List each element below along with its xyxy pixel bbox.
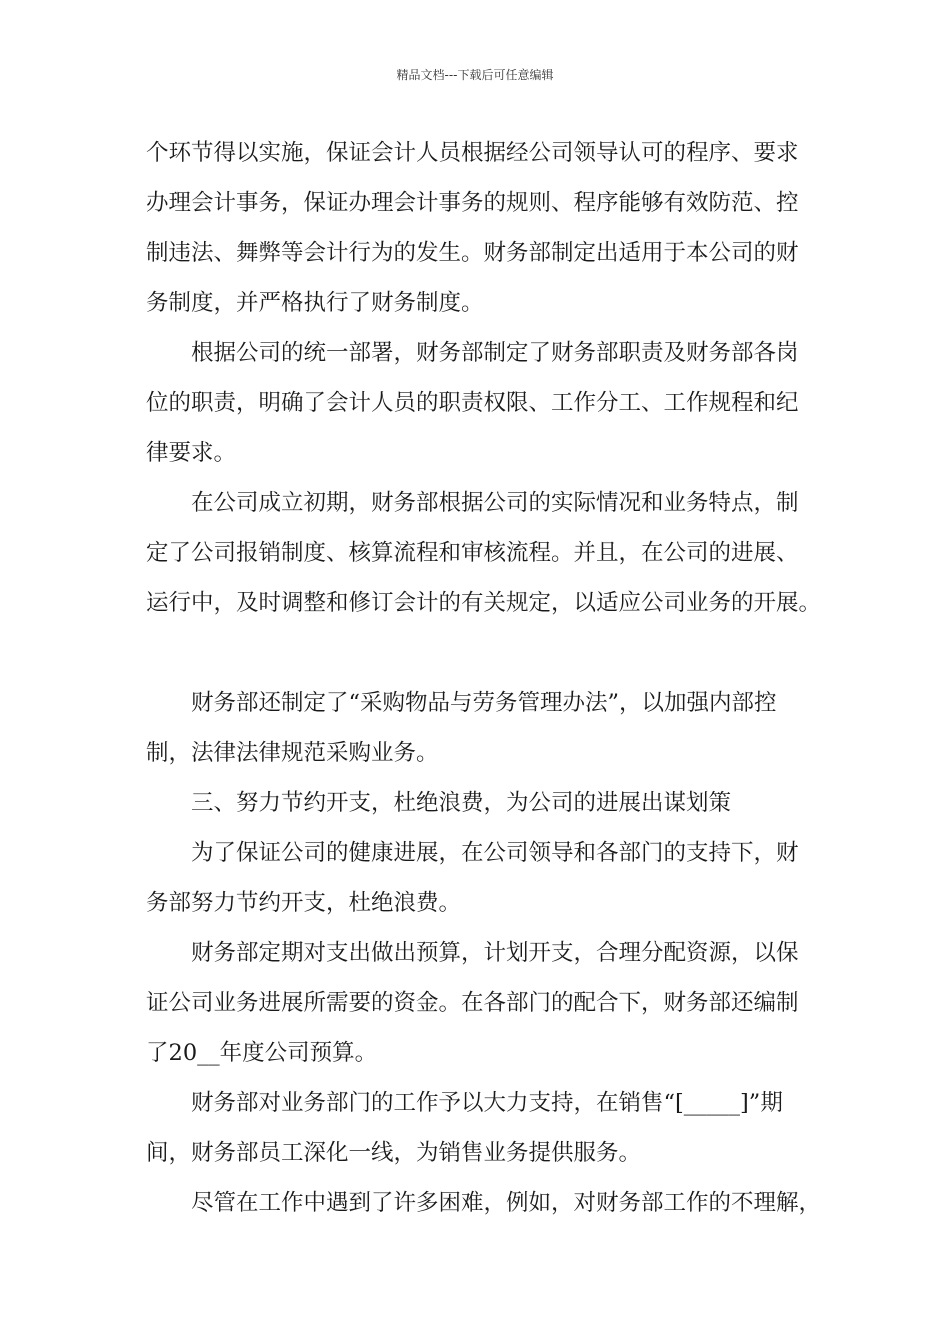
text-line: 尽管在工作中遇到了许多困难，例如，对财务部工作的不理解， [191,1190,822,1216]
text-line: 律要求。 [146,440,237,466]
text-line: 财务部还制定了“采购物品与劳务管理办法”，以加强内部控 [191,690,777,716]
text-line: 位的职责，明确了会计人员的职责权限、工作分工、工作规程和纪 [146,390,799,416]
paragraph-gap [146,628,826,678]
text-line: 为了保证公司的健康进展，在公司领导和各部门的支持下，财 [191,840,799,866]
text-line: 制违法、舞弊等会计行为的发生。财务部制定出适用于本公司的财 [146,240,799,266]
text-line: 财务部对业务部门的工作予以大力支持，在销售“[_____]”期 [191,1090,783,1116]
text-line: 运行中，及时调整和修订会计的有关规定，以适应公司业务的开展。 [146,590,822,616]
text-line: 制，法律法律规范采购业务。 [146,740,439,766]
text-line: 务部努力节约开支，杜绝浪费。 [146,890,462,916]
text-line: 证公司业务进展所需要的资金。在各部门的配合下，财务部还编制 [146,990,799,1016]
text-line: 根据公司的统一部署，财务部制定了财务部职责及财务部各岗 [191,340,799,366]
text-line: 了20__年度公司预算。 [146,1040,378,1066]
text-line: 定了公司报销制度、核算流程和审核流程。并且，在公司的进展、 [146,540,799,566]
text-line: 在公司成立初期，财务部根据公司的实际情况和业务特点，制 [191,490,799,516]
text-line: 办理会计事务，保证办理会计事务的规则、程序能够有效防范、控 [146,190,799,216]
text-line: 间，财务部员工深化一线，为销售业务提供服务。 [146,1140,642,1166]
document-body [146,128,826,1228]
text-line: 务制度，并严格执行了财务制度。 [146,290,484,316]
text-line: 财务部定期对支出做出预算，计划开支，合理分配资源，以保 [191,940,799,966]
section-heading: 三、努力节约开支，杜绝浪费，为公司的进展出谋划策 [191,790,732,816]
text-line: 个环节得以实施，保证会计人员根据经公司领导认可的程序、要求 [146,140,799,166]
page-header: 精品文档---下载后可任意编辑 [396,68,554,82]
